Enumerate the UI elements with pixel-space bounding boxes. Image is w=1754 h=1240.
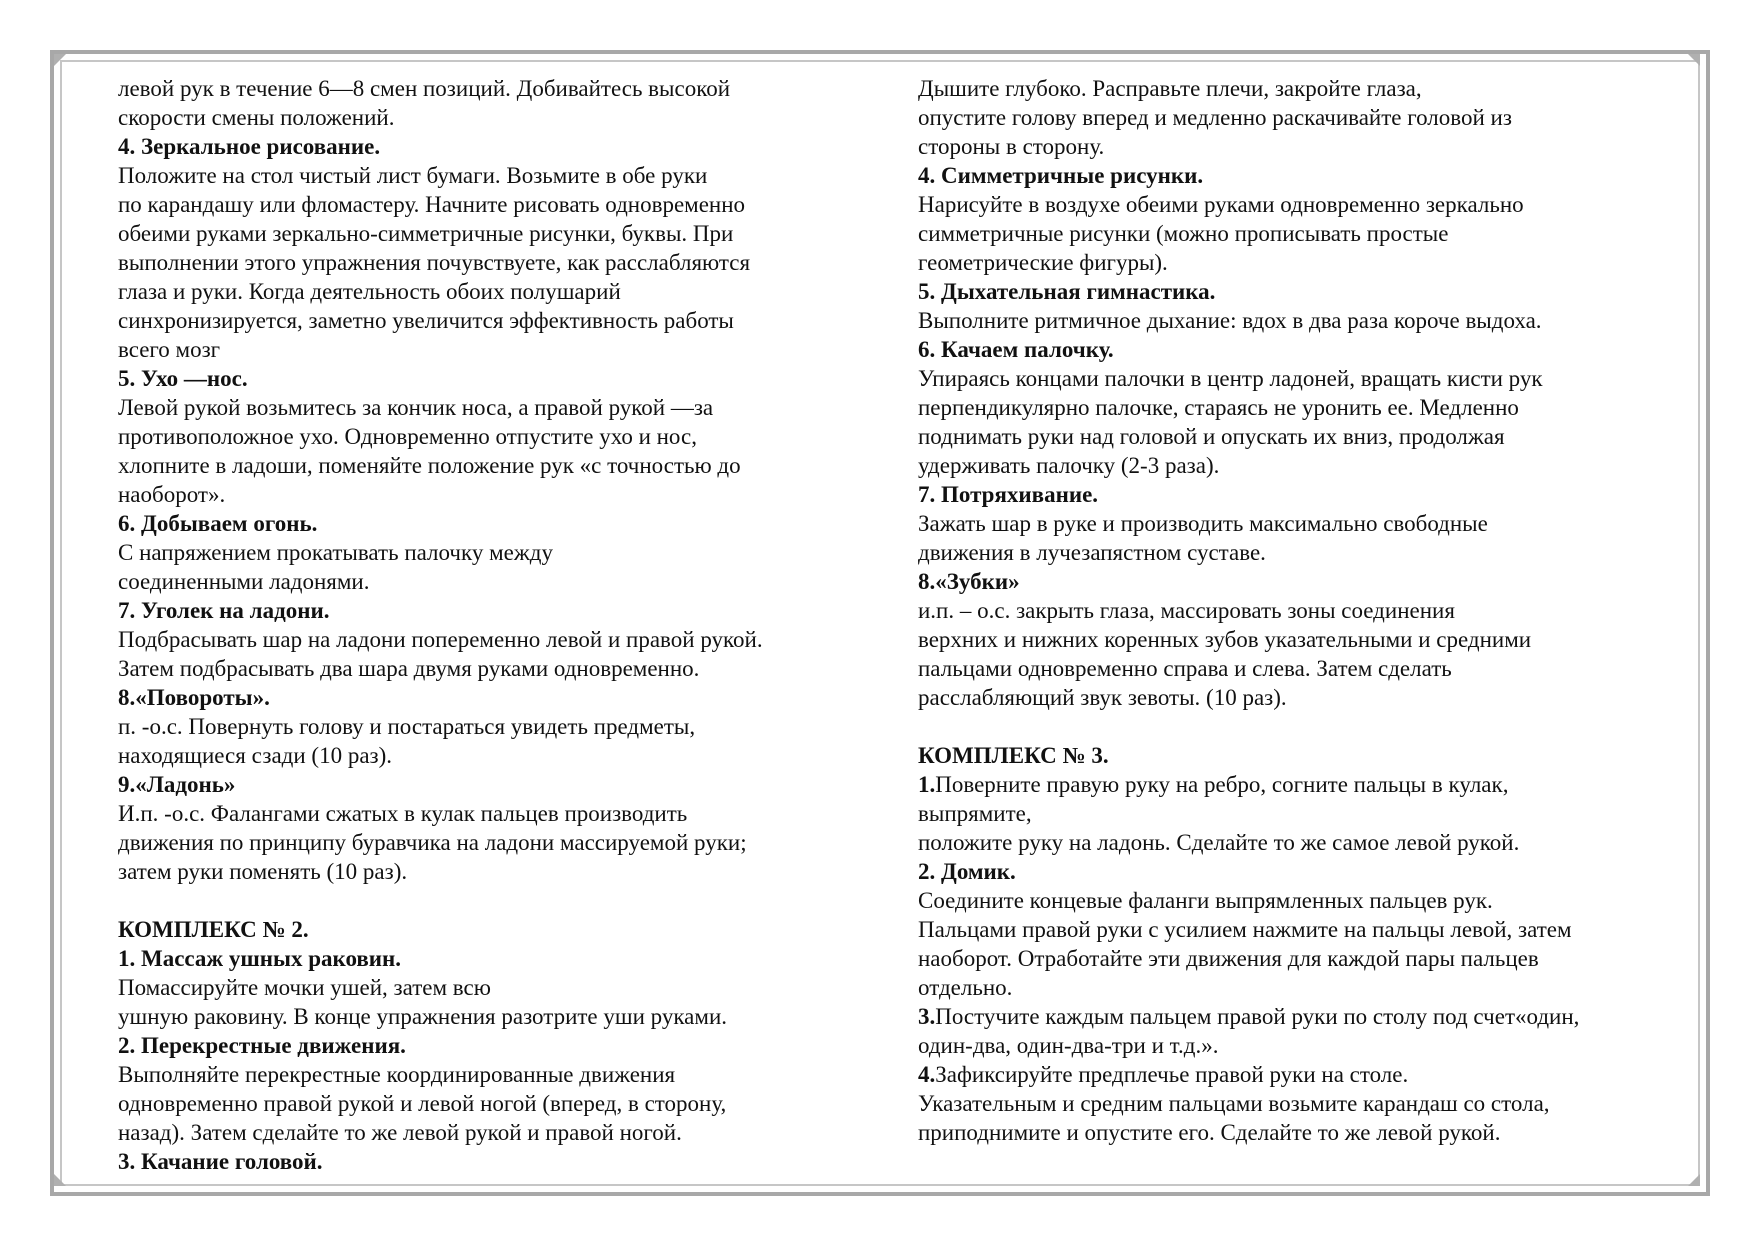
text-line: опустите голову вперед и медленно раскачивайте головой из [918,105,1512,130]
section-heading: 1. Массаж ушных раковин. [118,946,402,971]
text-line: Соедините концевые фаланги выпрямленных пальцев рук. [918,888,1493,913]
section-heading: 4. Зеркальное рисование. [118,134,381,159]
text-line: стороны в сторону. [918,134,1105,159]
text-line: Положите на стол чистый лист бумаги. Возьмите в обе руки [118,163,708,188]
text-line: Зажать шар в руке и производить максимально свободные [918,511,1488,536]
text-line: геометрические фигуры). [918,250,1168,275]
section-heading: 5. Дыхательная гимнастика. [918,279,1216,304]
text-line: 3.Постучите каждым пальцем правой руки по столу под счет«один, [918,1004,1580,1029]
text-line: один-два, один-два-три и т.д.». [918,1033,1219,1058]
text-line: противоположное ухо. Одновременно отпустите ухо и нос, [118,424,697,449]
text-line: движения по принципу буравчика на ладони массируемой руки; [118,830,747,855]
text-line: по карандашу или фломастеру. Начните рисовать одновременно [118,192,746,217]
text-line: хлопните в ладоши, поменяйте положение рук «с точностью до [118,453,741,478]
section-heading: 6. Добываем огонь. [118,511,318,536]
section-heading: 3. Качание головой. [118,1149,323,1174]
text-line: синхронизируется, заметно увеличится эффективность работы [118,308,734,333]
text-line: Пальцами правой руки с усилием нажмите на пальцы левой, затем [918,917,1572,942]
text-line: расслабляющий звук зевоты. (10 раз). [918,685,1287,710]
text-line: одновременно правой рукой и левой ногой (вперед, в сторону, [118,1091,727,1116]
text-line: Указательным и средним пальцами возьмите карандаш со стола, [918,1091,1550,1116]
text-line: затем руки поменять (10 раз). [118,859,408,884]
section-heading: 8.«Зубки» [918,569,1020,594]
corner-ornament-bottom-right [1688,1174,1700,1186]
text-line: приподнимите и опустите его. Сделайте то же левой рукой. [918,1120,1501,1145]
corner-ornament-bottom-left [54,1174,66,1186]
text-line: Дышите глубоко. Расправьте плечи, закройте глаза, [918,76,1422,101]
section-heading: КОМПЛЕКС № 2. [118,917,309,942]
section-heading: 4. Симметричные рисунки. [918,163,1204,188]
text-line: наоборот. Отработайте эти движения для каждой пары пальцев [918,946,1539,971]
section-heading: 5. Ухо —нос. [118,366,248,391]
section-heading: КОМПЛЕКС № 3. [918,743,1109,768]
text-line: Подбрасывать шар на ладони попеременно левой и правой рукой. [118,627,763,652]
text-line: соединенными ладонями. [118,569,370,594]
text-line: Упираясь концами палочки в центр ладоней, вращать кисти рук [918,366,1543,391]
text-line: выполнении этого упражнения почувствуете, как расслабляются [118,250,751,275]
text-line: поднимать руки над головой и опускать их вниз, продолжая [918,424,1505,449]
text-line: ушную раковину. В конце упражнения разотрите уши руками. [118,1004,728,1029]
text-line: Нарисуйте в воздухе обеими руками одновременно зеркально [918,192,1524,217]
text-line: Левой рукой возьмитесь за кончик носа, а правой рукой —за [118,395,714,420]
text-line: левой рук в течение 6—8 смен позиций. Добивайтесь высокой [118,76,731,101]
text-line: скорости смены положений. [118,105,395,130]
section-heading: 2. Перекрестные движения. [118,1033,406,1058]
corner-ornament-top-right [1688,54,1700,66]
text-line: С напряжением прокатывать палочку между [118,540,553,565]
text-line: глаза и руки. Когда деятельность обоих полушарий [118,279,621,304]
text-line: верхних и нижних коренных зубов указательными и средними [918,627,1532,652]
text-line: отдельно. [918,975,1013,1000]
section-heading: 6. Качаем палочку. [918,337,1114,362]
text-line: назад). Затем сделайте то же левой рукой и правой ногой. [118,1120,682,1145]
text-line: всего мозг [118,337,221,362]
text-line: Выполняйте перекрестные координированные движения [118,1062,676,1087]
text-line: Затем подбрасывать два шара двумя руками одновременно. [118,656,700,681]
text-line: И.п. -о.с. Фалангами сжатых в кулак пальцев производить [118,801,688,826]
left-text-column [118,74,858,1176]
text-line: и.п. – о.с. закрыть глаза, массировать зоны соединения [918,598,1455,623]
text-line: симметричные рисунки (можно прописывать простые [918,221,1449,246]
text-line: 4.Зафиксируйте предплечье правой руки на столе. [918,1062,1409,1087]
section-heading: 7. Уголек на ладони. [118,598,330,623]
text-line: 1.Поверните правую руку на ребро, согните пальцы в кулак, [918,772,1509,797]
text-line: обеими руками зеркально-симметричные рисунки, буквы. При [118,221,734,246]
section-heading: 7. Потряхивание. [918,482,1099,507]
text-line: п. -о.с. Повернуть голову и постараться увидеть предметы, [118,714,696,739]
text-line: движения в лучезапястном суставе. [918,540,1266,565]
section-heading: 9.«Ладонь» [118,772,236,797]
text-line: Выполните ритмичное дыхание: вдох в два раза короче выдоха. [918,308,1542,333]
text-line: положите руку на ладонь. Сделайте то же самое левой рукой. [918,830,1520,855]
text-line: удерживать палочку (2-3 раза). [918,453,1220,478]
right-text-column [918,74,1648,1147]
text-line: выпрямите, [918,801,1032,826]
text-line: находящиеся сзади (10 раз). [118,743,393,768]
text-line: пальцами одновременно справа и слева. Затем сделать [918,656,1452,681]
text-line: Помассируйте мочки ушей, затем всю [118,975,491,1000]
text-line: наоборот». [118,482,226,507]
section-heading: 2. Домик. [918,859,1016,884]
blank-line [918,712,1648,741]
corner-ornament-top-left [54,54,66,66]
section-heading: 8.«Повороты». [118,685,270,710]
text-line: перпендикулярно палочке, стараясь не уронить ее. Медленно [918,395,1519,420]
blank-line [118,886,858,915]
